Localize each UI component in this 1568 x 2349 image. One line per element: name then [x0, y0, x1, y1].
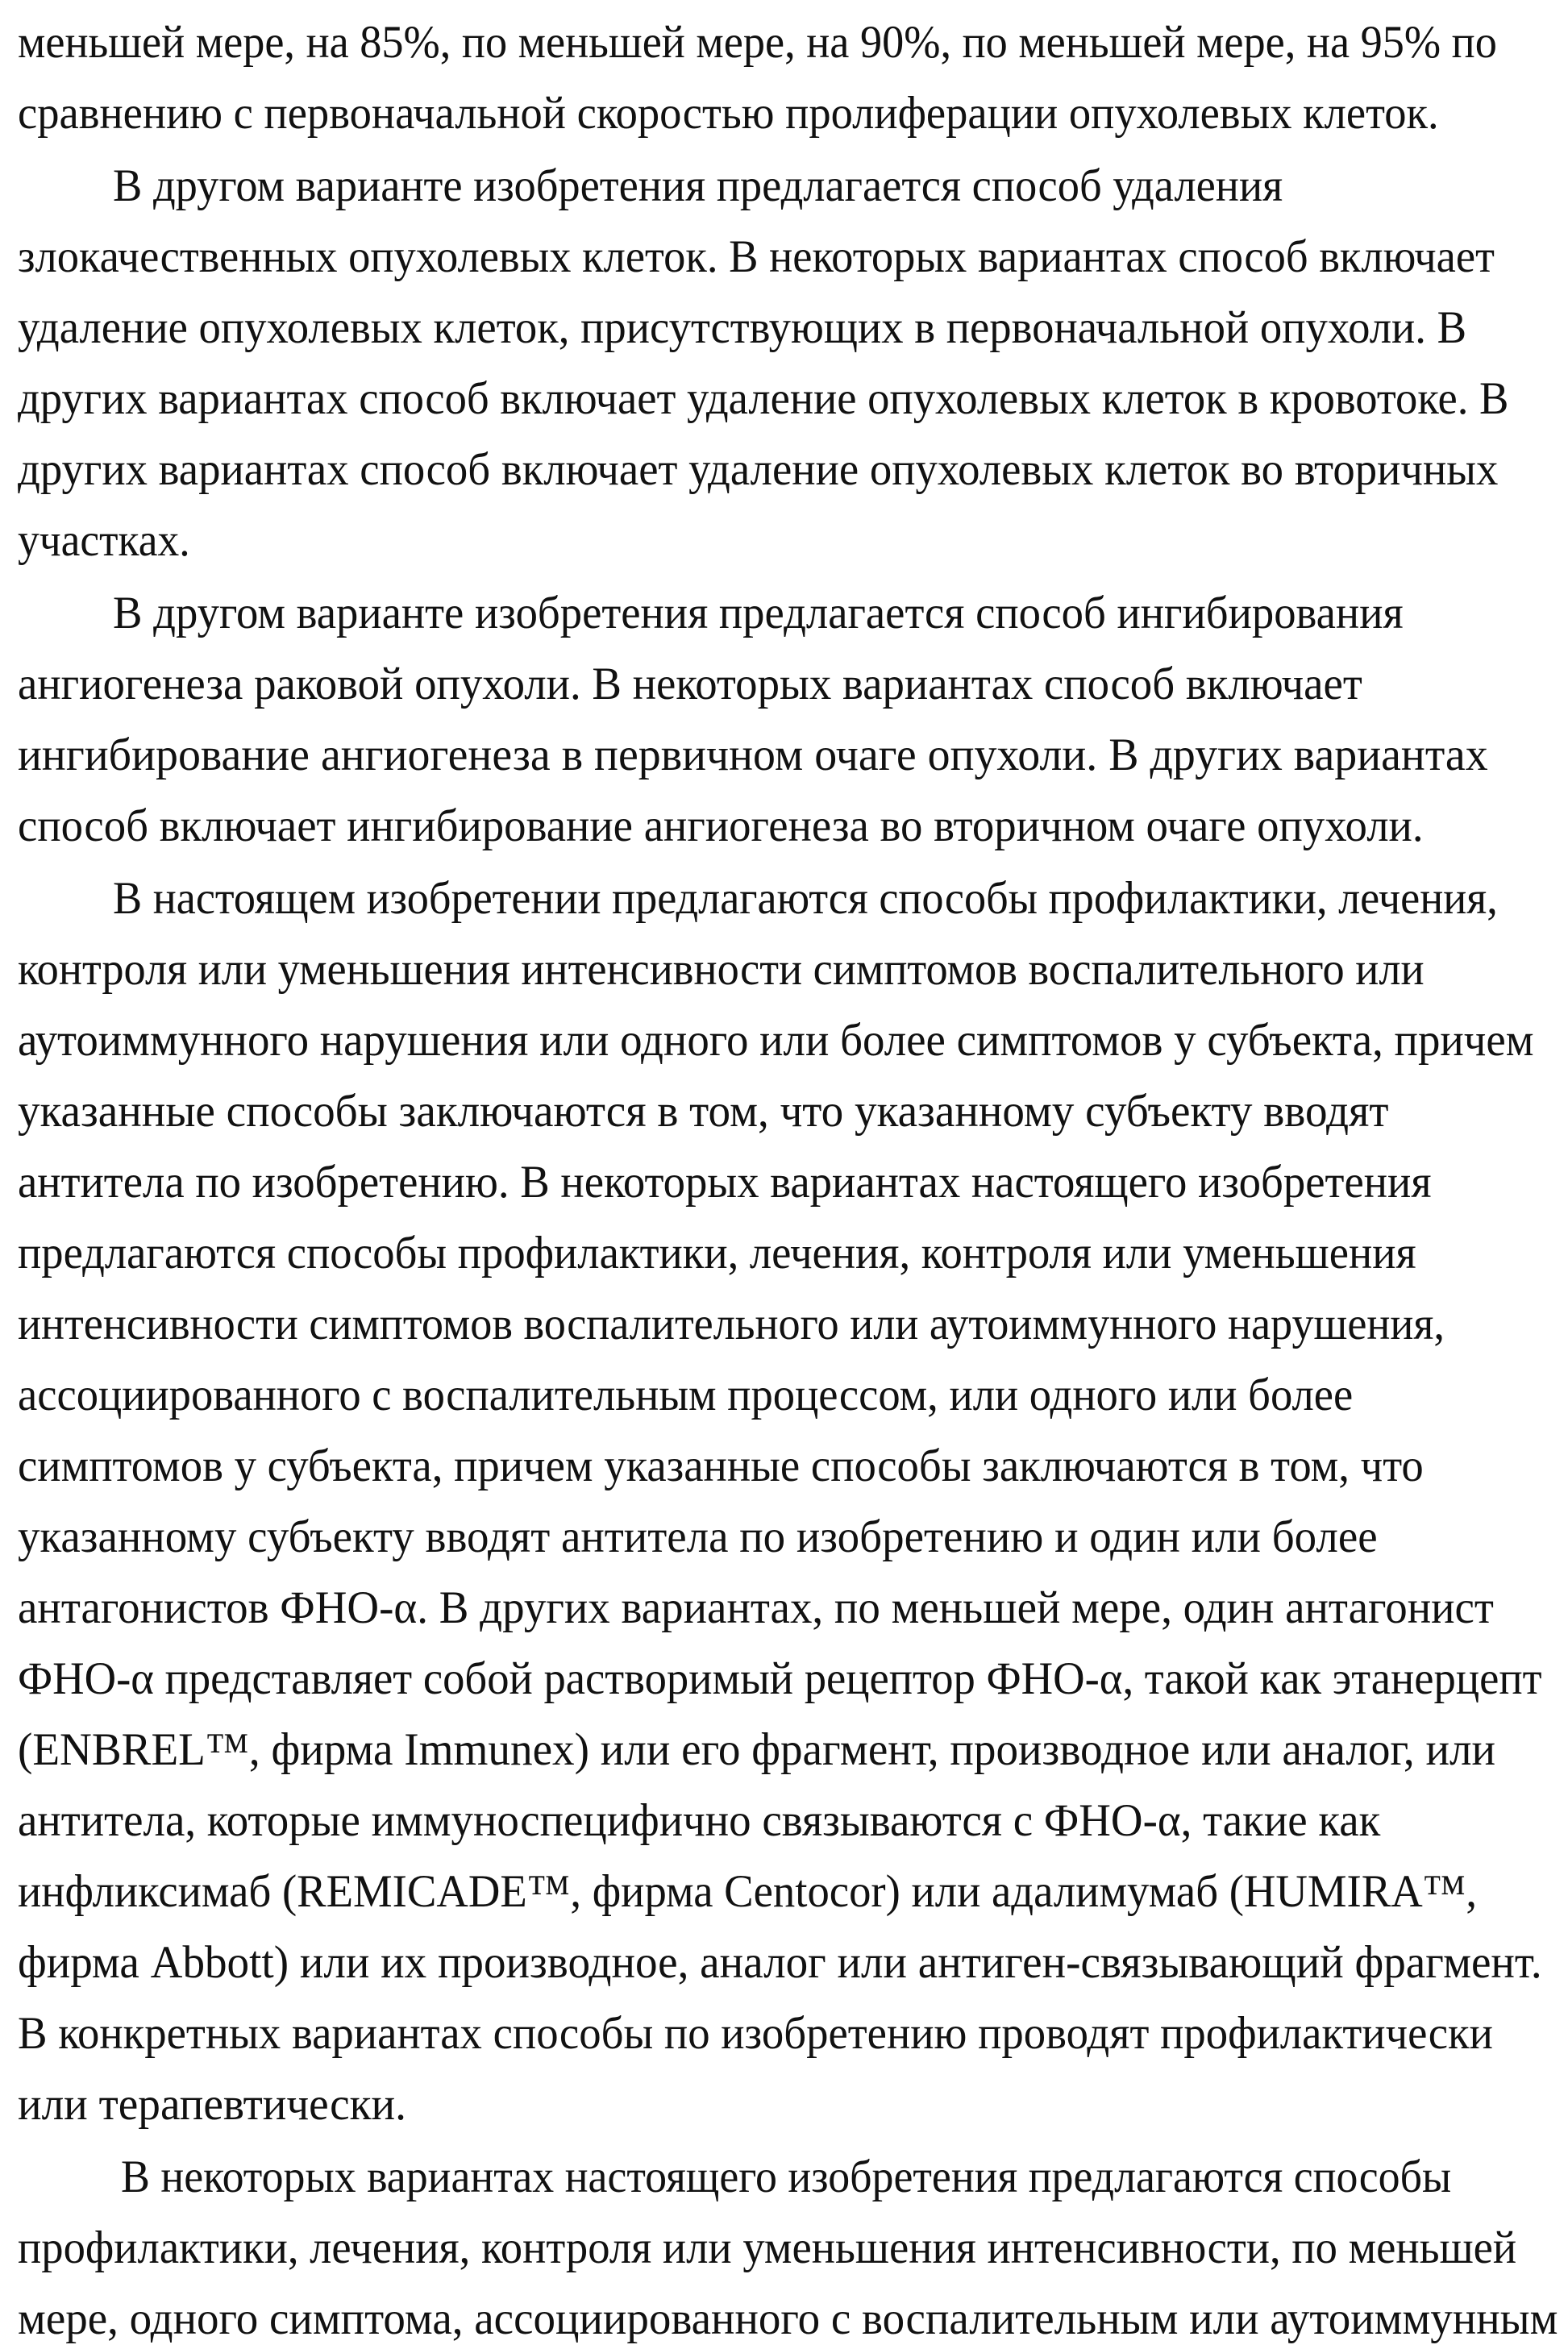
text-line: ФНО-α представляет собой растворимый рецептор ФНО-α, такой как этанерцепт [18, 1652, 1542, 1704]
text-line: фирма Abbott) или их производное, аналог или антиген-связывающий фрагмент. [18, 1935, 1542, 1988]
text-line: контроля или уменьшения интенсивности симптомов воспалительного или [18, 942, 1425, 995]
text-line: В другом варианте изобретения предлагается способ удаления [113, 159, 1283, 211]
text-line: других вариантах способ включает удаление опухолевых клеток во вторичных [18, 443, 1499, 495]
text-line: указанному субъекту вводят антитела по изобретению и один или более [18, 1510, 1378, 1562]
text-line: симптомов у субъекта, причем указанные способы заключаются в том, что [18, 1439, 1424, 1491]
text-line: других вариантах способ включает удаление опухолевых клеток в кровотоке. В [18, 372, 1509, 424]
text-line: В настоящем изобретении предлагаются способы профилактики, лечения, [113, 871, 1498, 924]
text-line: удаление опухолевых клеток, присутствующих в первоначальной опухоли. В [18, 301, 1467, 353]
text-line: интенсивности симптомов воспалительного или аутоиммунного нарушения, [18, 1297, 1445, 1349]
text-line: злокачественных опухолевых клеток. В некоторых вариантах способ включает [18, 230, 1495, 282]
text-line: участках. [18, 513, 190, 566]
text-line: предлагаются способы профилактики, лечения, контроля или уменьшения [18, 1226, 1416, 1278]
text-line: (ENBREL™, фирма Immunex) или его фрагмент, производное или аналог, или [18, 1723, 1496, 1775]
text-line: меньшей мере, на 85%, по меньшей мере, на 90%, по меньшей мере, на 95% по [18, 15, 1497, 68]
text-line: мере, одного симптома, ассоциированного с воспалительным или аутоиммунным [18, 2292, 1558, 2344]
text-line: способ включает ингибирование ангиогенеза во вторичном очаге опухоли. [18, 799, 1424, 851]
text-line: сравнению с первоначальной скоростью пролиферации опухолевых клеток. [18, 86, 1439, 139]
text-line: антагонистов ФНО-α. В других вариантах, по меньшей мере, один антагонист [18, 1581, 1494, 1633]
text-line: ассоциированного с воспалительным процессом, или одного или более [18, 1368, 1354, 1420]
text-line: или терапевтически. [18, 2077, 406, 2130]
text-line: профилактики, лечения, контроля или уменьшения интенсивности, по меньшей [18, 2221, 1517, 2273]
text-line: антитела, которые иммуноспецифично связываются с ФНО-α, такие как [18, 1794, 1381, 1846]
text-line: ангиогенеза раковой опухоли. В некоторых вариантах способ включает [18, 657, 1362, 709]
text-line: указанные способы заключаются в том, что указанному субъекту вводят [18, 1084, 1389, 1137]
text-line: инфликсимаб (REMICADE™, фирма Centocor) или адалимумаб (HUMIRA™, [18, 1865, 1478, 1917]
text-line: антитела по изобретению. В некоторых вариантах настоящего изобретения [18, 1155, 1432, 1208]
text-line: ингибирование ангиогенеза в первичном очаге опухоли. В других вариантах [18, 728, 1488, 780]
text-line: В другом варианте изобретения предлагается способ ингибирования [113, 586, 1404, 638]
text-line: аутоиммунного нарушения или одного или более симптомов у субъекта, причем [18, 1013, 1534, 1066]
text-line: В некоторых вариантах настоящего изобретения предлагаются способы [121, 2150, 1452, 2202]
text-line: В конкретных вариантах способы по изобретению проводят профилактически [18, 2006, 1493, 2059]
